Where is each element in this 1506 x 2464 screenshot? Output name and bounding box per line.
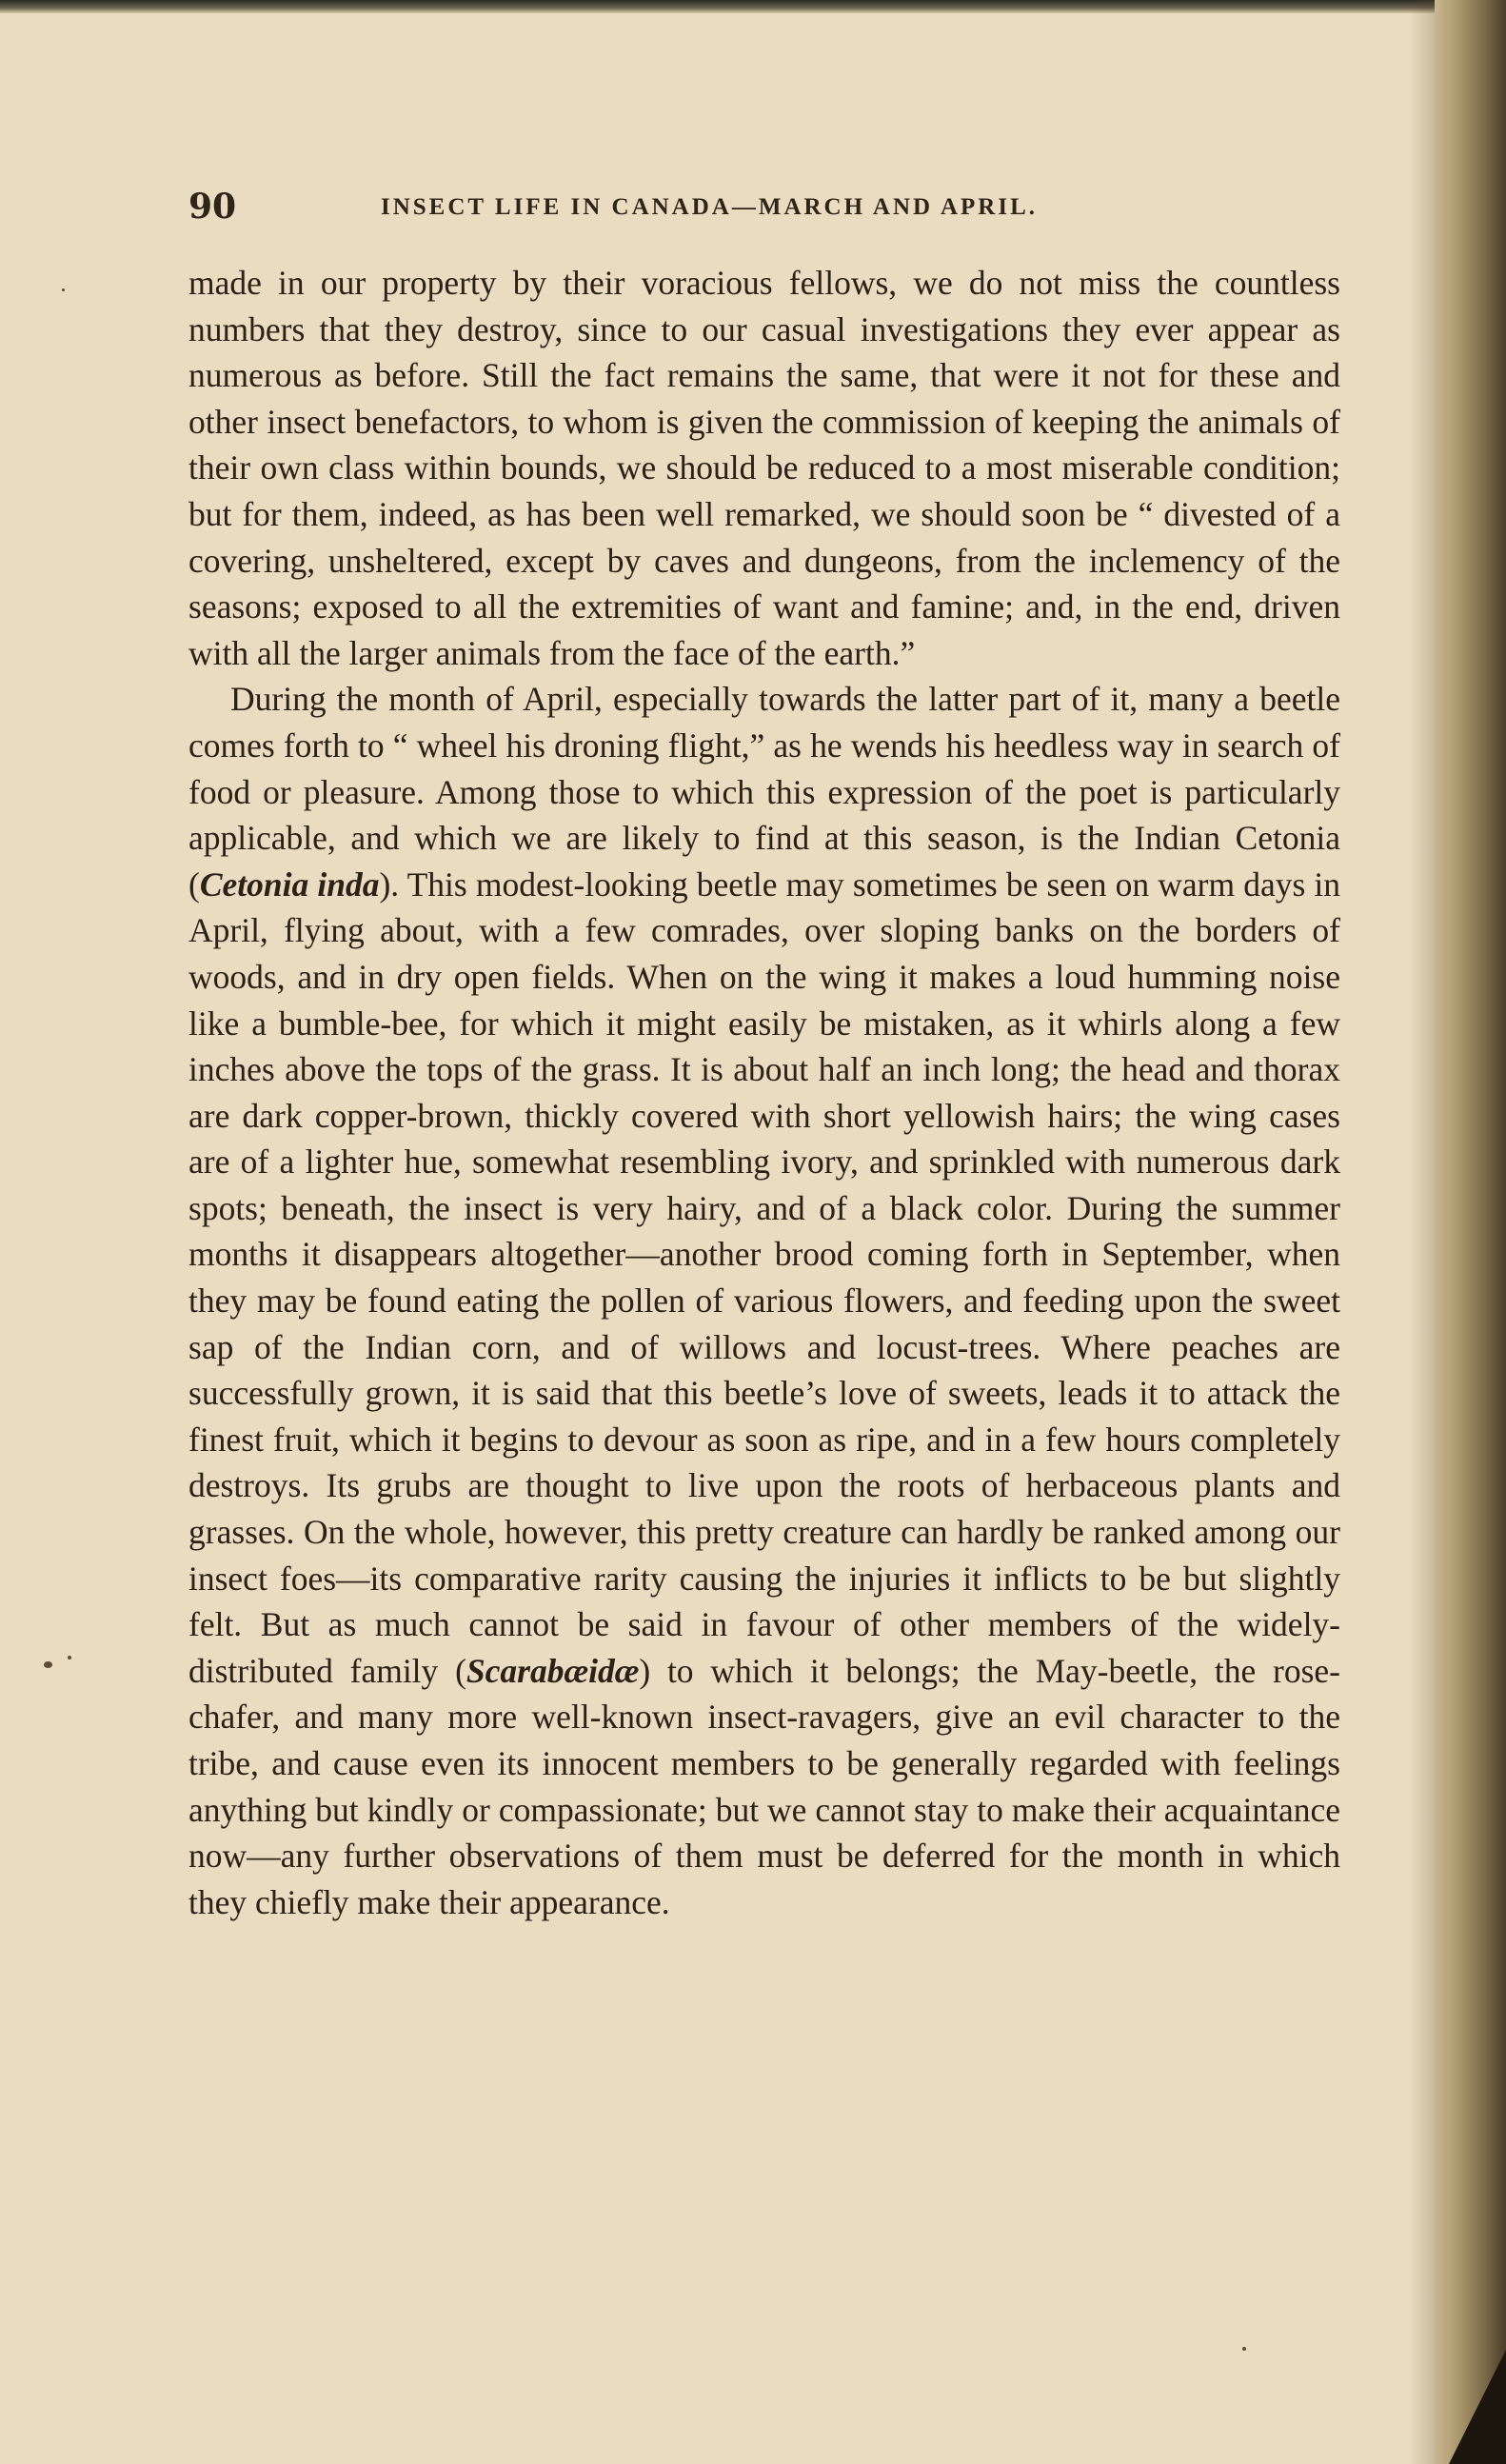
page-top-edge xyxy=(0,0,1506,13)
text-run: made in our property by their voracious fellows, we do not miss the countless numbers that they destroy, since to our casual investigations they ever appear as numerous as before. Still the fact remains the same, that were it not for these and other insect benefactors, to whom is given the commission of keeping the animals of their own class within bounds, we should be reduced to a most miserable condition; but for them, indeed, as has been well remarked, we should soon be “ divested of a covering, unsheltered, except by caves and dungeons, from the inclemency of the seasons; exposed to all the extremities of want and famine; and, in the end, driven with all the larger animals from the face of the earth.” xyxy=(188,264,1340,672)
italic-term: Cetonia inda xyxy=(199,864,380,904)
text-run: ) to which it belongs; the May-beetle, the rose-chafer, and many more well-known insect-ravagers, give an evil character to the tribe, and cause even its innocent members to be generally regarded with feelings anything but kindly or compassionate; but we cannot stay to make their acquaintance now—any further observations of them must be deferred for the month in which they chiefly make their appearance. xyxy=(188,1651,1340,1921)
body-text xyxy=(188,260,1340,1925)
paragraph xyxy=(188,676,1340,1925)
text-run: During the month of April, especially towards the latter part of it, many a beetle comes forth to “ wheel his droning flight,” as he wends his heedless way in search of food or pleasure. Among those to which this expression of the poet is particularly applicable, and which we are likely to find at this season, is the Indian Cetonia ( xyxy=(188,680,1340,904)
ink-speck xyxy=(1242,2347,1246,2351)
running-head: INSECT LIFE IN CANADA—MARCH AND APRIL. xyxy=(381,194,1038,220)
page-number: 90 xyxy=(188,187,237,227)
ink-speck xyxy=(68,1656,71,1659)
page-gutter-shadow xyxy=(1409,0,1437,2464)
book-corner xyxy=(1449,2350,1506,2464)
italic-term: Scarabæidæ xyxy=(466,1651,640,1690)
page-header xyxy=(188,187,1350,234)
ink-speck xyxy=(44,1661,52,1668)
paragraph xyxy=(188,260,1340,676)
ink-speck xyxy=(62,288,65,291)
book-page-edges xyxy=(1435,0,1506,2464)
text-run: ). This modest-looking beetle may sometimes be seen on warm days in April, flying about, with a few comrades, over sloping banks on the borders of woods, and in dry open fields. When on the wing it makes a loud humming noise like a bumble-bee, for which it might easily be mistaken, as it whirls along a few inches above the tops of the grass. It is about half an inch long; the head and thorax are dark copper-brown, thickly covered with short yellowish hairs; the wing cases are of a lighter hue, somewhat resembling ivory, and sprinkled with numerous dark spots; beneath, the insect is very hairy, and of a black color. During the summer months it disappears altogether—another brood coming forth in September, when they may be found eating the pollen of various flowers, and feeding upon the sweet sap of the Indian corn, and of willows and locust-trees. Where peaches are successfully grown, it is said that this beetle’s love of sweets, leads it to attack the finest fruit, which it begins to devour as soon as ripe, and in a few hours completely destroys. Its grubs are thought to live upon the roots of herbaceous plants and grasses. On the whole, however, this pretty creature can hardly be ranked among our insect foes—its comparative rarity causing the injuries it inflicts to be but slightly felt. But as much cannot be said in favour of other members of the widely-distributed family ( xyxy=(188,864,1340,1690)
